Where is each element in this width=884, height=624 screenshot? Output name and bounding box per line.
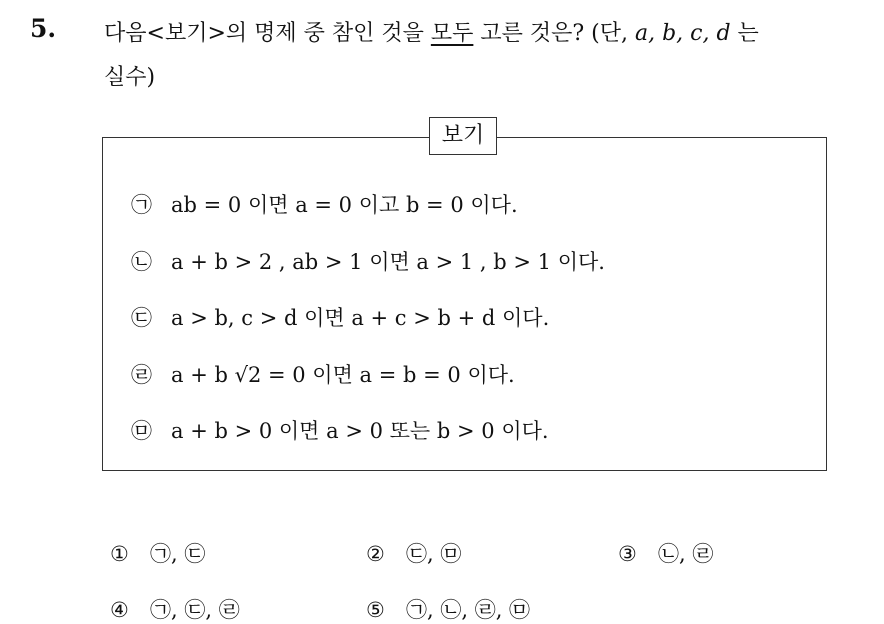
bogi-item [131, 359, 515, 389]
choice-number: ② [366, 542, 385, 566]
item-label: ㉡ [131, 250, 152, 274]
question-stem-line1 [104, 16, 759, 47]
question-text-part: 다음<보기>의 명제 중 참인 것을 [104, 21, 431, 46]
choice-number: ④ [110, 598, 129, 622]
question-stem-line2: 실수) [104, 65, 156, 90]
choice-number: ③ [618, 542, 637, 566]
question-text-part: 고른 것은? (단, [473, 21, 635, 46]
question-number: 5. [30, 14, 57, 43]
emphasis-text: 모두 [430, 21, 474, 46]
item-label: ㉢ [131, 306, 152, 330]
item-label: ㉣ [131, 363, 152, 387]
choice-text: ㉢, ㉤ [406, 542, 462, 566]
bogi-item [131, 415, 549, 445]
choice-5[interactable] [366, 594, 530, 624]
item-text: a + b > 2 , ab > 1 이면 a > 1 , b > 1 이다. [171, 250, 605, 274]
choice-text: ㉡, ㉣ [658, 542, 714, 566]
bogi-item [131, 302, 549, 332]
choice-4[interactable] [110, 594, 240, 624]
question-text-part: 는 [730, 21, 759, 46]
bogi-item [131, 246, 605, 276]
choice-3[interactable] [618, 538, 713, 568]
choice-text: ㉠, ㉢ [150, 542, 206, 566]
choice-text: ㉠, ㉡, ㉣, ㉤ [406, 598, 531, 622]
item-text: a + b > 0 이면 a > 0 또는 b > 0 이다. [171, 419, 549, 443]
choice-text: ㉠, ㉢, ㉣ [150, 598, 240, 622]
choice-number: ⑤ [366, 598, 385, 622]
item-text: a > b, c > d 이면 a + c > b + d 이다. [171, 306, 550, 330]
item-label: ㉤ [131, 419, 152, 443]
bogi-item [131, 189, 518, 219]
item-text: a + b √2 = 0 이면 a = b = 0 이다. [171, 363, 515, 387]
choice-number: ① [110, 542, 129, 566]
variables-text: a, b, c, d [634, 21, 731, 46]
item-text: ab = 0 이면 a = 0 이고 b = 0 이다. [171, 193, 518, 217]
choice-1[interactable] [110, 538, 205, 568]
choice-2[interactable] [366, 538, 461, 568]
bogi-title: 보기 [429, 117, 497, 155]
item-label: ㉠ [131, 193, 152, 217]
